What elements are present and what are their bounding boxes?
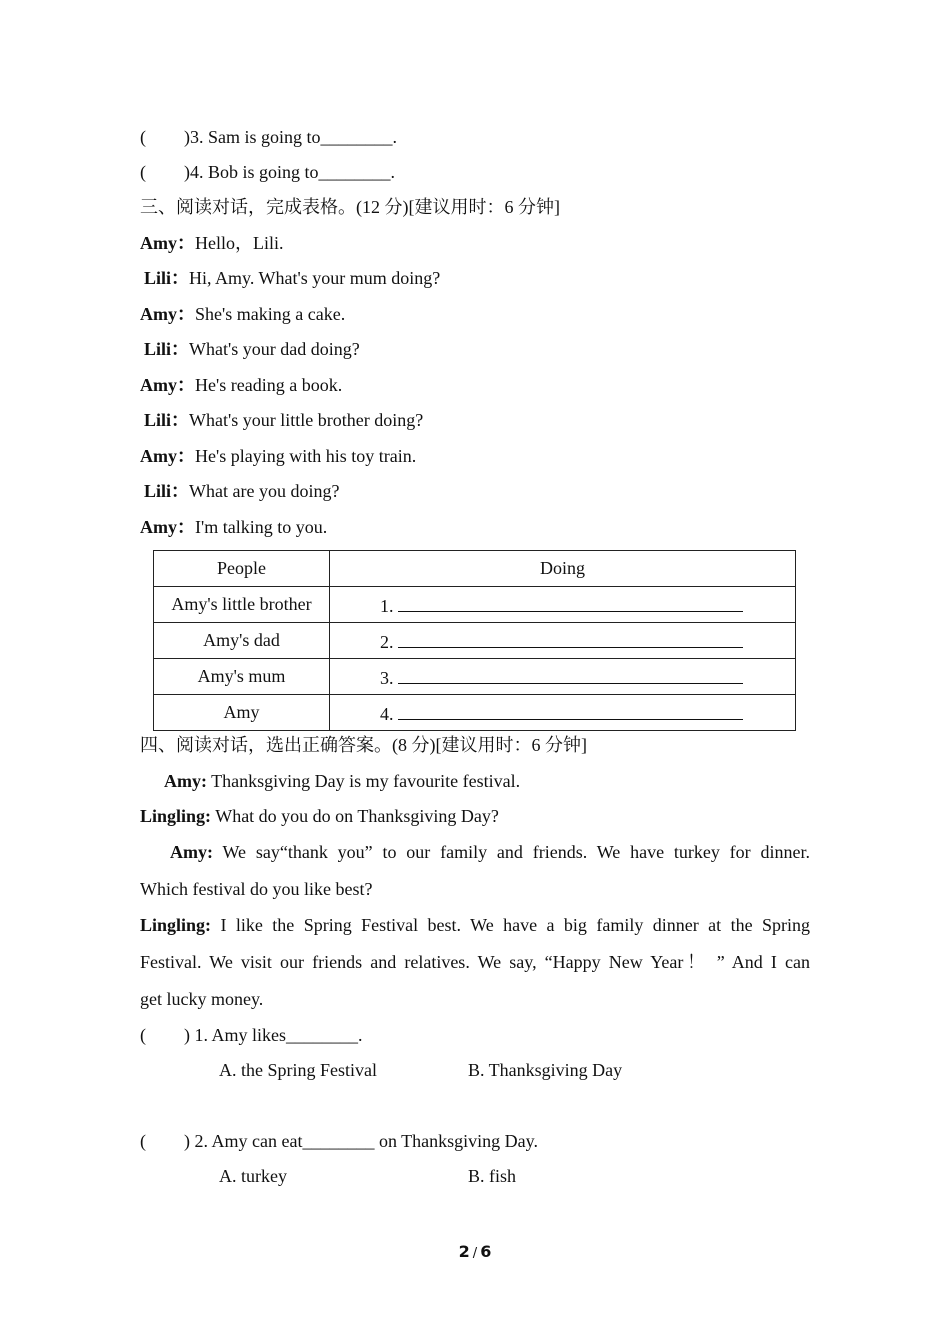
section4-heading: 四、阅读对话，选出正确答案。(8 分)[建议用时：6 分钟] [140, 735, 587, 755]
people-cell: Amy [154, 695, 330, 731]
question-item: ( ) 2. Amy can eat________ on Thanksgiving Day. [140, 1131, 538, 1151]
question-item: ( )4. Bob is going to________. [140, 162, 396, 182]
dialogue-line: Amy：He's reading a book. [140, 375, 343, 395]
doing-cell[interactable]: 4. [330, 695, 796, 731]
question-text: 4. Bob is going to________. [190, 162, 396, 182]
dialogue-paragraph: Lingling: What do you do on Thanksgiving Day? [140, 806, 499, 826]
question-item: ( ) 1. Amy likes________. [140, 1025, 363, 1045]
table-header-row [154, 551, 796, 587]
table-row [154, 623, 796, 659]
table-row [154, 659, 796, 695]
doing-cell[interactable]: 2. [330, 623, 796, 659]
doing-cell[interactable]: 3. [330, 659, 796, 695]
dialogue-paragraph-line: get lucky money. [140, 989, 264, 1009]
dialogue-line: Amy：He's playing with his toy train. [140, 446, 417, 466]
section3-heading: 三、阅读对话，完成表格。(12 分)[建议用时：6 分钟] [140, 197, 560, 217]
dialogue-line: Lili：What's your little brother doing? [144, 410, 424, 430]
answer-blank[interactable] [398, 629, 743, 648]
dialogue-paragraph-line: Festival. We visit our friends and relatives. We say, “Happy New Year！ ” And I can [140, 952, 810, 972]
people-cell: Amy's little brother [154, 587, 330, 623]
doing-cell[interactable]: 1. [330, 587, 796, 623]
people-cell: Amy's dad [154, 623, 330, 659]
dialogue-line: Lili：What are you doing? [144, 481, 340, 501]
answer-table [153, 550, 796, 731]
question-text: 1. Amy likes________. [190, 1025, 363, 1045]
dialogue-line: Amy：Hello，Lili. [140, 233, 284, 253]
table-row [154, 587, 796, 623]
dialogue-paragraph-line: Amy: We say“thank you” to our family and friends. We have turkey for dinner. [170, 842, 810, 862]
question-text: 3. Sam is going to________. [190, 127, 398, 147]
dialogue-paragraph-line: Which festival do you like best? [140, 879, 373, 899]
page-number: 2 / 6 [458, 1242, 492, 1261]
answer-blank[interactable] [398, 701, 743, 720]
option-a[interactable]: A. the Spring Festival [219, 1060, 377, 1080]
table-row [154, 695, 796, 731]
dialogue-line: Lili：Hi, Amy. What's your mum doing? [144, 268, 441, 288]
option-b[interactable]: B. Thanksgiving Day [468, 1060, 623, 1080]
answer-blank[interactable] [398, 665, 743, 684]
option-b[interactable]: B. fish [468, 1166, 517, 1186]
header-people: People [154, 551, 330, 587]
answer-blank[interactable] [398, 593, 743, 612]
dialogue-line: Amy：I'm talking to you. [140, 517, 328, 537]
option-a[interactable]: A. turkey [219, 1166, 287, 1186]
question-text: 2. Amy can eat________ on Thanksgiving Day. [190, 1131, 538, 1151]
people-cell: Amy's mum [154, 659, 330, 695]
dialogue-line: Lili：What's your dad doing? [144, 339, 360, 359]
dialogue-paragraph: Amy: Thanksgiving Day is my favourite festival. [164, 771, 521, 791]
dialogue-line: Amy：She's making a cake. [140, 304, 346, 324]
dialogue-paragraph-line: Lingling: I like the Spring Festival best. We have a big family dinner at the Spring [140, 915, 810, 935]
question-item: ( )3. Sam is going to________. [140, 127, 398, 147]
header-doing: Doing [330, 551, 796, 587]
